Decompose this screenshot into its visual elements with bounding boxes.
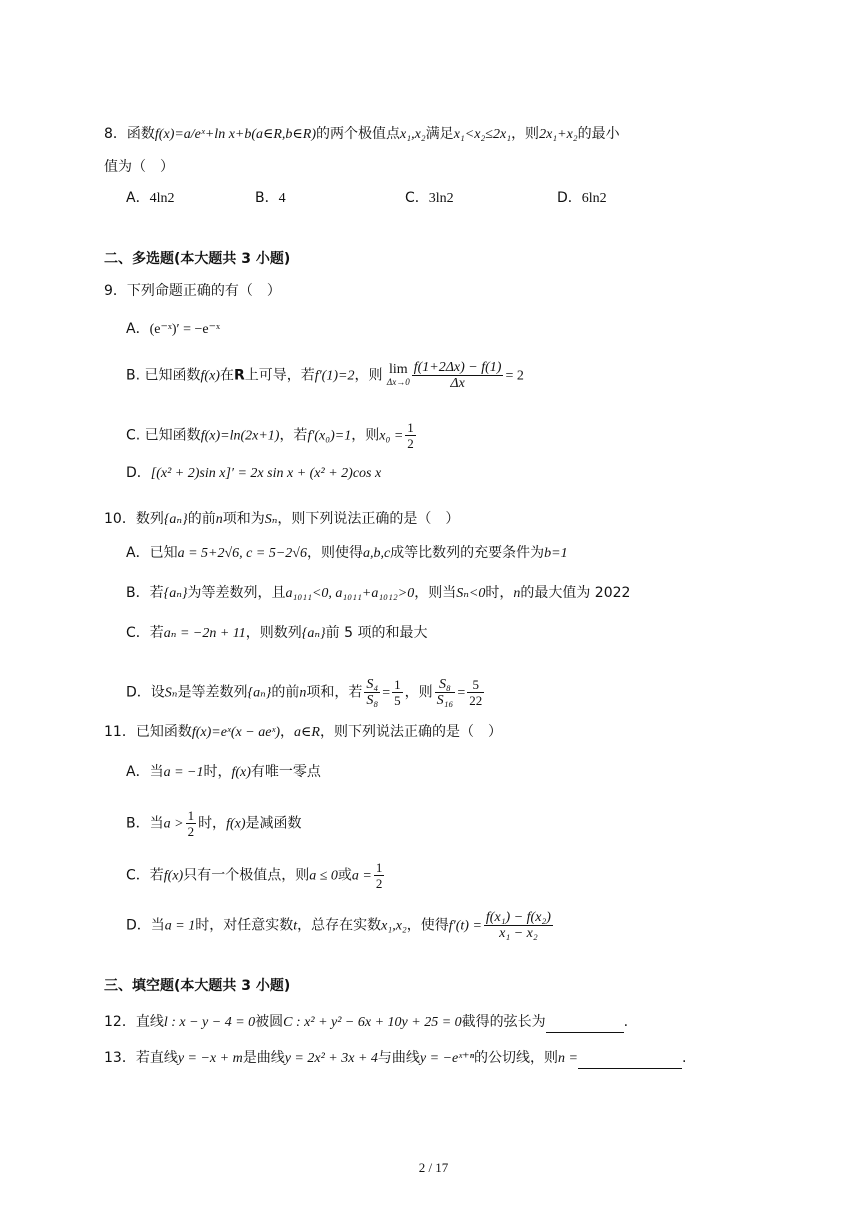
- q9-stem: 9．下列命题正确的有（ ）: [104, 283, 281, 299]
- q8-vars: x₁,x₂: [400, 127, 426, 142]
- q8-option-c: C．3ln2: [405, 190, 454, 206]
- q8-option-a: A．4ln2: [126, 190, 175, 206]
- q13-answer-blank[interactable]: [578, 1052, 682, 1069]
- q8-cond: x₁<x₂≤2x₁: [453, 127, 512, 142]
- section-title-fill-in: 三、填空题(本大题共 3 小题): [104, 978, 291, 994]
- q12-answer-blank[interactable]: [546, 1016, 624, 1033]
- q8-line1: [104, 124, 620, 145]
- q9-b-fraction: $\frac{f(1+2\Delta x) - f(1)}{\Delta x}$: [413, 360, 502, 391]
- page-number: 2 / 17: [418, 1160, 449, 1175]
- q11-option-c: C．若f(x)只有一个极值点，则a ≤ 0或a = $\frac{1}{2}$: [126, 860, 383, 891]
- q8-option-b: B．4: [255, 190, 286, 206]
- q8-prefix: 8．函数: [104, 126, 155, 142]
- q10-option-d: D．设Sₙ是等差数列{aₙ}的前n项和，若 $\frac{\text{S₄}}{\text{S₈}}$ = $\frac{1}{5}$ ，则 $\frac{\text{S₈}}{\text{S₁₆}}$ = $\frac{5}{22}$: [126, 677, 483, 708]
- q9-option-c: C. 已知函数f(x)=ln(2x+1)，若f′(x₀)=1，则x₀ = $\frac{1}{2}$: [126, 420, 414, 451]
- q11-stem: 11．已知函数f(x)=eˣ(x − aeˣ)，a∈R，则下列说法正确的是（ ）: [104, 724, 502, 740]
- q8-tail: 的最小: [577, 126, 620, 142]
- q8-formula: f(x)=a/eˣ+ln x+b(a∈R,b∈R): [154, 127, 317, 142]
- q8-line2: 值为（ ）: [104, 159, 174, 175]
- q8-mid: 的两个极值点: [316, 126, 401, 142]
- q12: 12．直线l : x − y − 4 = 0被圆C : x² + y² − 6x + 10y + 25 = 0截得的弦长为 .: [104, 1012, 628, 1033]
- q11-option-d: D．当a = 1时，对任意实数t，总存在实数x₁,x₂，使得f′(t) = $\frac{\text{f(x₁) − f(x₂)}}{\text{x₁ − x₂}}$: [126, 910, 551, 941]
- q11-option-b: B．当a > $\frac{1}{2}$ 时，f(x)是减函数: [126, 808, 302, 839]
- q8-then: ，则: [511, 126, 540, 142]
- q11-option-a: A．当a = −1时，f(x)有唯一零点: [126, 764, 321, 780]
- q10-option-b: B．若{aₙ}为等差数列，且a₁₀₁₁<0, a₁₀₁₁+a₁₀₁₂>0，则当Sₙ<0时，n的最大值为 2022: [126, 585, 631, 601]
- q10-option-c: C．若aₙ = −2n + 11，则数列{aₙ}前 5 项的和最大: [126, 625, 428, 641]
- q10-option-a: A．已知a = 5+2√6, c = 5−2√6，则使得a,b,c成等比数列的充要条件为b=1: [126, 545, 568, 561]
- q8-expr: 2x₁+x₂: [539, 127, 578, 142]
- q13: 13．若直线y = −x + m是曲线y = 2x² + 3x + 4与曲线y = −eˣ⁺ⁿ的公切线，则n = .: [104, 1048, 686, 1069]
- section-title-multiple-choice: 二、多选题(本大题共 3 小题): [104, 251, 291, 267]
- q9-option-d: D．[(x² + 2)sin x]′ = 2x sin x + (x² + 2)cos x: [126, 465, 382, 481]
- q9-option-b: B. 已知函数f(x)在R上可导，若f′(1)=2，则 lim Δx→0 $\frac{f(1+2\Delta x) - f(1)}{\Delta x}$ = 2: [126, 360, 524, 391]
- q8-option-d: D．6ln2: [557, 190, 607, 206]
- q9-option-a: A．(e⁻ˣ)′ = −e⁻ˣ: [126, 321, 221, 337]
- q10-stem: 10．数列{aₙ}的前n项和为Sₙ，则下列说法正确的是（ ）: [104, 511, 460, 527]
- q8-cond-text: 满足: [425, 126, 454, 142]
